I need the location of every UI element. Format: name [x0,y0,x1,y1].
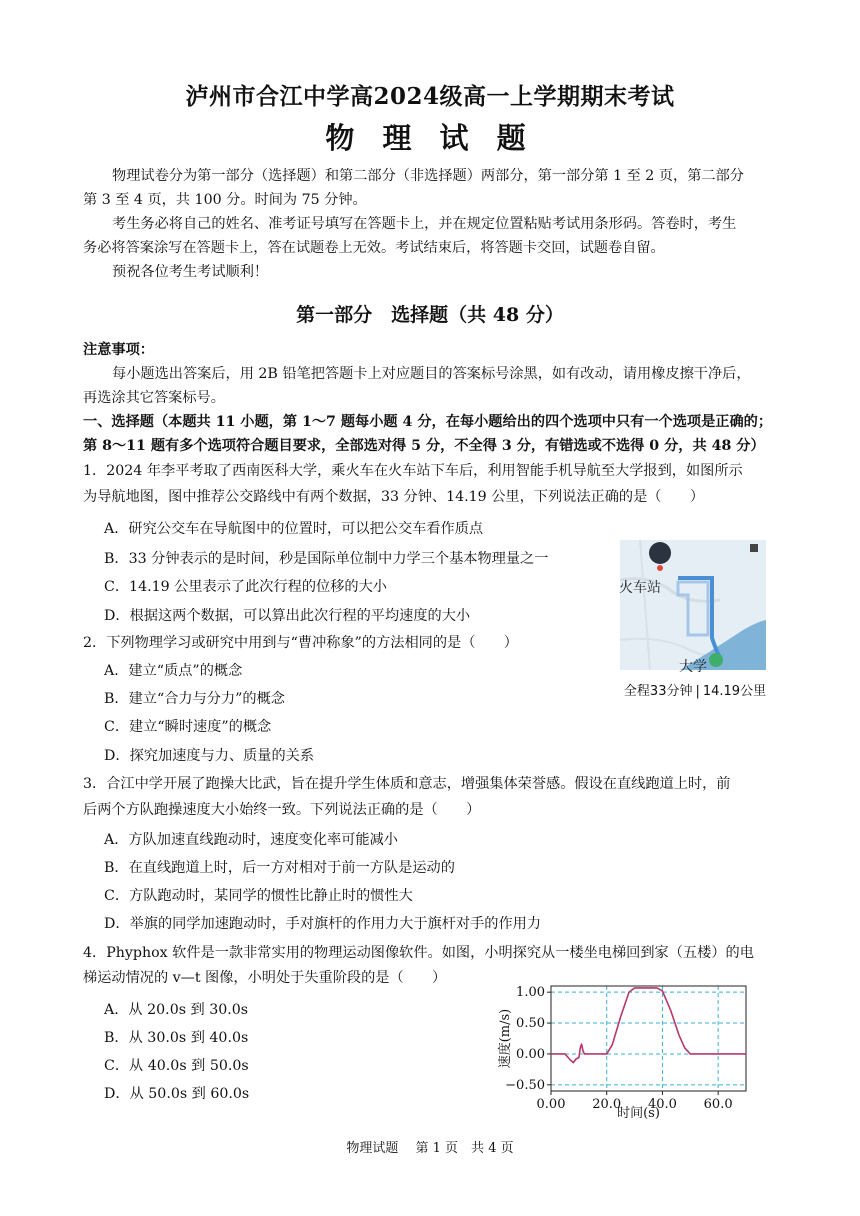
q4-option-b: B．从 30.0s 到 40.0s [104,1030,249,1046]
notice-line-2: 再选涂其它答案标号。 [83,390,225,406]
intro-line-4: 务必将答案涂写在答题卡上，答在试题卷上无效。考试结束后，将答题卡交回，试题卷自留。 [83,240,665,256]
y-tick-label: 0.50 [516,1016,545,1032]
page-footer: 物理试题 第 1 页 共 4 页 [346,1141,514,1156]
notice-label: 注意事项： [83,342,154,358]
destination-marker [709,653,723,667]
map-drawing [620,540,766,670]
intro-line-3: 考生务必将自己的姓名、准考证号填写在答题卡上，并在规定位置粘贴考试用条形码。答卷时，考生 [112,216,737,232]
map-caption: 全程33分钟 | 14.19公里 [623,684,767,699]
x-tick-label: 0.00 [536,1097,566,1112]
map-label-university: 大学 [679,659,707,675]
x-tick-label: 20.0 [592,1097,622,1112]
q1-stem-line-2: 为导航地图，图中推荐公交路线中有两个数据，33 分钟、14.19 公里，下列说法正确的是（ ） [83,489,705,505]
q1-option-b: B．33 分钟表示的是时间，秒是国际单位制中力学三个基本物理量之一 [104,551,549,567]
q3-stem-line-2: 后两个方队跑操速度大小始终一致。下列说法正确的是（ ） [83,802,481,818]
q2-stem-line-1: 2．下列物理学习或研究中用到与“曹冲称象”的方法相同的是（ ） [83,635,518,651]
q3-option-d: D．举旗的同学加速跑动时，手对旗杆的作用力大于旗杆对手的作用力 [104,916,542,932]
navigation-map [620,540,766,670]
q2-option-d: D．探究加速度与力、质量的关系 [104,748,315,764]
q3-option-c: C．方队跑动时，某同学的惯性比静止时的惯性大 [104,888,413,904]
y-tick-label: 1.00 [516,985,545,1001]
q1-option-d: D．根据这两个数据，可以算出此次行程的平均速度的大小 [104,608,471,624]
x-axis-label: 时间(s) [617,1106,660,1119]
q4-stem-line-1: 4．Phyphox 软件是一款非常实用的物理运动图像软件。如图，小明探究从一楼坐电梯回到家（五楼）的电 [83,945,754,961]
subject-title: 物 理 试 题 [325,121,535,155]
intro-line-5: 预祝各位考生考试顺利！ [112,264,269,280]
y-axis-label: 速度(m/s) [498,1008,513,1069]
q4-option-a: A．从 20.0s 到 30.0s [104,1002,249,1018]
rule-line-2: 第 8～11 题有多个选项符合题目要求，全部选对得 5 分，不全得 3 分，有错选或不选得 0 分，共 48 分） [83,438,765,454]
q3-stem-line-1: 3．合江中学开展了跑操大比武，旨在提升学生体质和意志，增强集体荣誉感。假设在直线跑道上时，前 [83,776,731,792]
q1-stem-line-1: 1．2024 年李平考取了西南医科大学，乘火车在火车站下车后，利用智能手机导航至大学报到，如图所示 [83,463,743,479]
location-marker [649,542,671,564]
rule-line-1: 一、选择题（本题共 11 小题，第 1～7 题每小题 4 分，在每小题给出的四个选项中只有一个选项是正确的； [83,414,773,430]
y-tick-label: −0.50 [505,1077,545,1093]
q2-option-a: A．建立“质点”的概念 [104,663,243,679]
q3-option-b: B．在直线跑道上时，后一方对相对于前一方队是运动的 [104,860,455,876]
q4-stem-line-2: 梯运动情况的 v—t 图像，小明处于失重阶段的是（ ） [83,970,447,986]
velocity-series-line [551,988,746,1063]
q2-option-b: B．建立“合力与分力”的概念 [104,691,285,707]
q3-option-a: A．方队加速直线跑动时，速度变化率可能减小 [104,832,398,848]
map-label-station: 火车站 [619,580,661,596]
q4-option-d: D．从 50.0s 到 60.0s [104,1086,250,1102]
x-tick-label: 40.0 [647,1097,677,1112]
q1-option-a: A．研究公交车在导航图中的位置时，可以把公交车看作质点 [104,521,484,537]
q2-option-c: C．建立“瞬时速度”的概念 [104,719,272,735]
x-tick-label: 60.0 [703,1097,733,1112]
y-tick-label: 0.00 [516,1046,545,1062]
intro-line-2: 第 3 至 4 页，共 100 分。时间为 75 分钟。 [83,192,367,208]
exam-title: 泸州市合江中学高2024级高一上学期期末考试 [185,83,675,110]
velocity-time-chart [493,984,763,1119]
q1-option-c: C．14.19 公里表示了此次行程的位移的大小 [104,579,387,595]
section-title: 第一部分 选择题（共 48 分） [296,304,564,326]
map-caption-distance: 14.19公里 [702,684,767,699]
plot-frame [551,986,746,1091]
map-caption-time: 全程33分钟 [623,684,693,699]
intro-line-1: 物理试卷分为第一部分（选择题）和第二部分（非选择题）两部分，第一部分第 1 至 2 页，第二部分 [112,168,744,184]
q4-option-c: C．从 40.0s 到 50.0s [104,1058,249,1074]
notice-line-1: 每小题选出答案后，用 2B 铅笔把答题卡上对应题目的答案标号涂黑，如有改动，请用橡皮擦干净后， [112,366,751,382]
